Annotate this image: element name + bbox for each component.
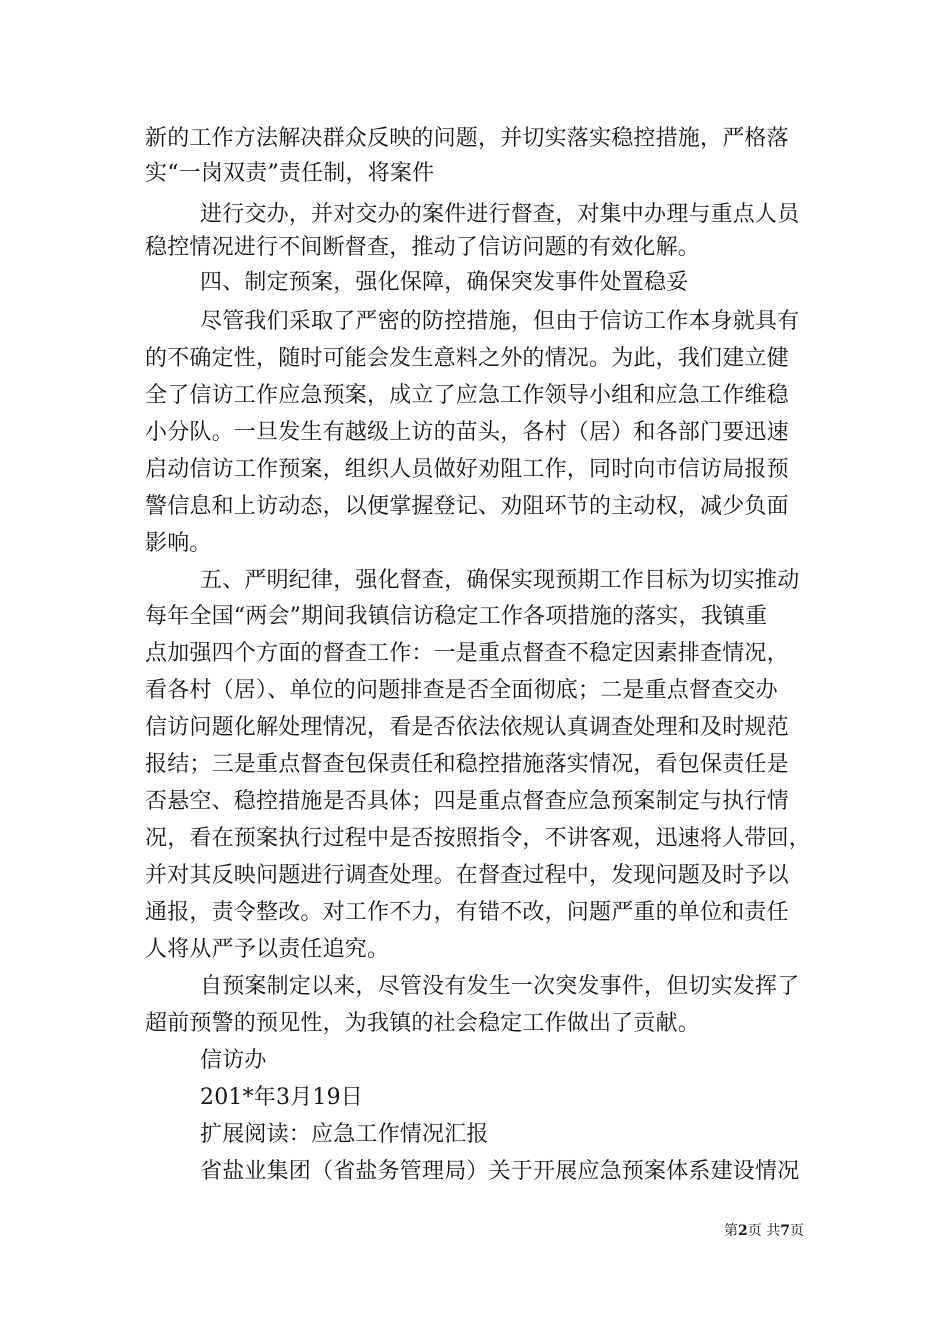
body-line: 新的工作方法解决群众反映的问题，并切实落实稳控措施，严格落 [145, 126, 789, 151]
body-line: 人将从严予以责任追究。 [145, 937, 390, 962]
body-line: 进行交办，并对交办的案件进行督查，对集中办理与重点人员 [200, 202, 800, 227]
page-footer [724, 1222, 804, 1240]
body-line: 实“一岗双责”责任制，将案件 [145, 161, 435, 186]
body-line: 点加强四个方面的督查工作：一是重点督查不稳定因素排查情况， [145, 641, 789, 666]
body-line: 看各村（居）、单位的问题排查是否全面彻底；二是重点督查交办 [145, 678, 778, 703]
footer-suffix: 页 [790, 1223, 804, 1239]
body-line: 报结；三是重点督查包保责任和稳控措施落实情况，看包保责任是 [145, 752, 789, 777]
body-line: 超前预警的预见性，为我镇的社会稳定工作做出了贡献。 [145, 1011, 701, 1036]
signature-date: 201*年3月19日 [200, 1085, 363, 1110]
body-line: 通报，责令整改。对工作不力，有错不改，问题严重的单位和责任 [145, 900, 789, 925]
extended-reading-title: 扩展阅读：应急工作情况汇报 [200, 1122, 489, 1147]
footer-middle: 页 共 [747, 1223, 781, 1239]
body-line: 并对其反映问题进行调查处理。在督查过程中，发现问题及时予以 [145, 863, 789, 888]
body-line: 影响。 [145, 531, 212, 556]
body-line: 自预案制定以来，尽管没有发生一次突发事件，但切实发挥了 [200, 974, 800, 999]
body-line: 省盐业集团（省盐务管理局）关于开展应急预案体系建设情况 [200, 1159, 800, 1184]
body-line: 小分队。一旦发生有越级上访的苗头，各村（居）和各部门要迅速 [145, 420, 789, 445]
footer-page-number: 2 [738, 1223, 748, 1239]
body-line: 信访问题化解处理情况，看是否依法依规认真调查处理和及时规范 [145, 715, 789, 740]
section-heading: 五、严明纪律，强化督查，确保实现预期工作目标为切实推动 [200, 568, 800, 593]
section-heading: 四、制定预案，强化保障，确保突发事件处置稳妥 [200, 270, 689, 295]
body-line: 的不确定性，随时可能会发生意料之外的情况。为此，我们建立健 [145, 346, 789, 371]
footer-prefix: 第 [724, 1223, 739, 1239]
body-line: 否悬空、稳控措施是否具体；四是重点督查应急预案制定与执行情 [145, 789, 789, 814]
footer-total-pages: 7 [780, 1223, 790, 1239]
body-line: 全了信访工作应急预案，成立了应急工作领导小组和应急工作维稳 [145, 383, 789, 408]
body-line: 尽管我们采取了严密的防控措施，但由于信访工作本身就具有 [200, 309, 800, 334]
body-line: 每年全国“两会”期间我镇信访稳定工作各项措施的落实，我镇重 [145, 604, 768, 629]
body-line: 启动信访工作预案，组织人员做好劝阻工作，同时向市信访局报预 [145, 457, 789, 482]
body-line: 警信息和上访动态，以便掌握登记、劝阻环节的主动权，减少负面 [145, 494, 789, 519]
signature-org: 信访办 [200, 1048, 267, 1073]
body-line: 况，看在预案执行过程中是否按照指令，不讲客观，迅速将人带回， [145, 826, 812, 851]
body-line: 稳控情况进行不间断督查，推动了信访问题的有效化解。 [145, 235, 701, 260]
